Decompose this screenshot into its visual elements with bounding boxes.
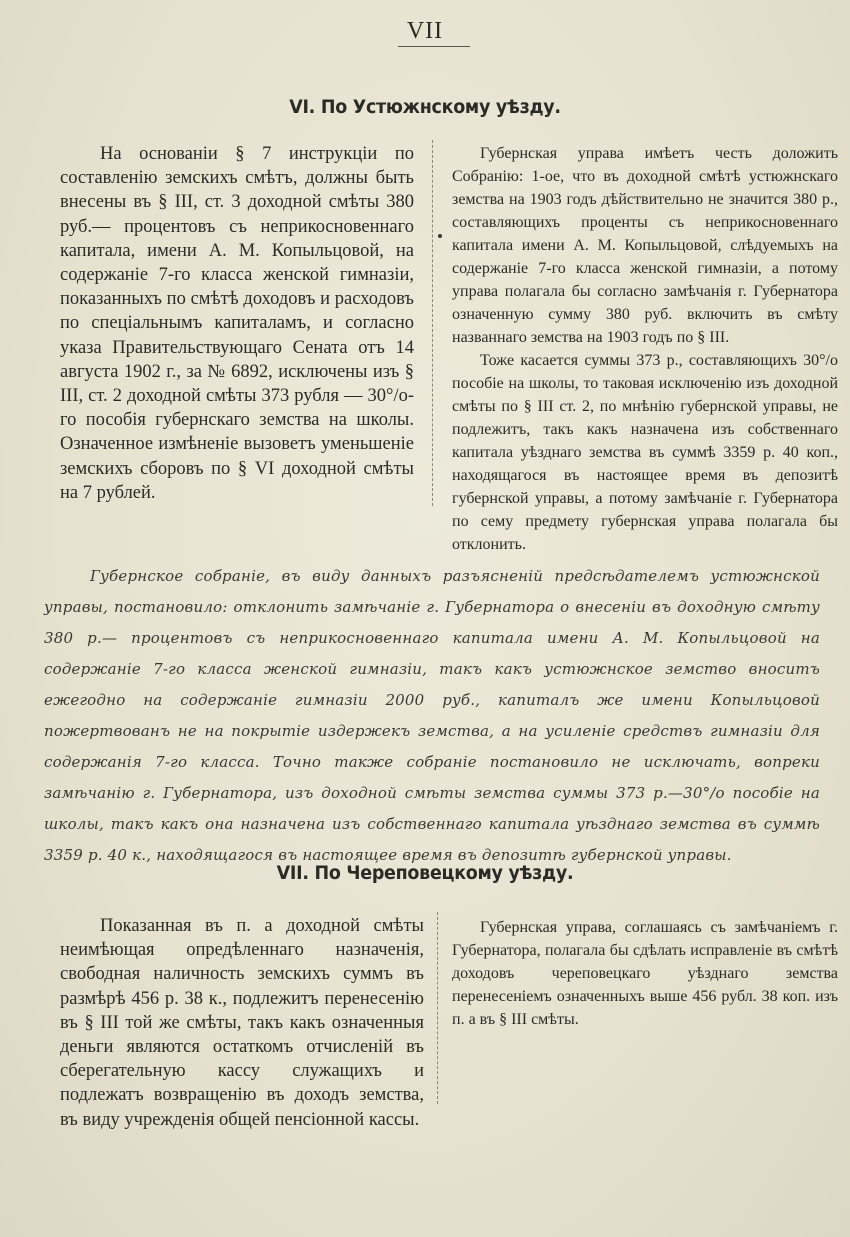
page-number: VII bbox=[406, 18, 444, 44]
section-6-right-column bbox=[452, 142, 838, 556]
section-7-right-column bbox=[452, 916, 838, 1031]
section-6-right-paragraph-1: Губернская управа имѣетъ честь доложить Собранію: 1-ое, что въ доходной смѣтѣ устюжнскаго земства на 1903 годъ дѣйствительно не значится 380 р., составляющихъ проценты съ неприкосновеннаго капитала имени А. М. Копыльцовой, слѣдуемыхъ на содержаніе 7-го класса женской гимназіи, а потому управа полагала бы согласно замѣчанія г. Губернатора означенную сумму 380 руб. включить въ смѣту названнаго земства на 1903 годъ по § III. bbox=[452, 145, 838, 346]
section-7-column-divider bbox=[437, 912, 438, 1104]
margin-dot bbox=[438, 234, 442, 238]
section-6-resolution: Губернское собраніе, въ виду данныхъ разъясненій предсѣдателемъ устюжнской управы, постановило: отклонить замѣчаніе г. Губернатора о внесеніи въ доходную смѣту 380 р.— процентовъ съ неприкосновеннаго капитала имени А. М. Копыльцовой на содержаніе 7-го класса женской гимназіи, такъ какъ устюжнское земство вноситъ ежегодно на содержаніе гимназіи 2000 руб., капиталъ же имени Копыльцовой пожертвованъ не на покрытіе издержекъ земства, а на усиленіе средствъ гимназіи для содержанія 7-го класса. Точно также собраніе постановило не исключать, вопреки замѣчанію г. Губернатора, изъ доходной смѣты земства суммы 373 р.—30°/о пособіе на школы, такъ какъ она назначена изъ собственнаго капитала уѣзднаго земства въ суммѣ 3359 р. 40 к., находящагося въ настоящее время въ депозитѣ губернской управы. bbox=[44, 567, 820, 864]
section-7-heading: VII. По Череповецкому уѣзду. bbox=[276, 862, 574, 884]
page-number-underline bbox=[398, 46, 470, 47]
section-7-left-column: Показанная въ п. а доходной смѣты неимѣющая опредѣленнаго назначенія, свободная наличность земскихъ суммъ въ размѣрѣ 456 р. 38 к., подлежитъ перенесенію въ § III той же смѣты, такъ какъ означенныя деньги являются остаткомъ отчисленій въ сберегательную кассу служащихъ и подлежатъ возвращенію въ доходъ земства, въ виду учрежденія общей пенсіонной кассы. bbox=[60, 916, 424, 1130]
section-6-column-divider bbox=[432, 140, 433, 506]
section-6-left-column: На основаніи § 7 инструкціи по составленію земскихъ смѣтъ, должны быть внесены въ § III, ст. 3 доходной смѣты 380 руб.— процентовъ съ неприкосновеннаго капитала, имени А. М. Копыльцовой, на содержаніе 7-го класса женской гимназіи, показанныхъ по смѣтѣ доходовъ и расходовъ по спеціальнымъ капиталамъ, и согласно указа Правительствующаго Сената отъ 14 августа 1902 г., за № 6892, исключены изъ § III, ст. 2 доходной смѣты 373 рубля — 30°/о-го пособія губернскаго земства на школы. Означенное измѣненіе вызоветъ уменьшеніе земскихъ сборовъ по § VI доходной смѣты на 7 рублей. bbox=[60, 144, 414, 503]
section-6-heading: VI. По Устюжнскому уѣзду. bbox=[289, 96, 561, 118]
section-7-right-paragraph-1: Губернская управа, соглашаясь съ замѣчаніемъ г. Губернатора, полагала бы сдѣлать исправленіе въ смѣтѣ доходовъ череповецкаго уѣзднаго земства перенесеніемъ означенныхъ выше 456 рубл. 38 коп. изъ п. а въ § III смѣты. bbox=[452, 919, 838, 1028]
section-6-right-paragraph-2: Тоже касается суммы 373 р., составляющихъ 30°/о пособіе на школы, то таковая исключенію изъ доходной смѣты по § III ст. 2, по мнѣнію губернской управы, не подлежитъ, такъ какъ назначена изъ собственнаго капитала уѣзднаго земства въ суммѣ 3359 р. 40 коп., находящагося въ настоящее время въ депозитѣ губернской управы, а потому замѣчаніе г. Губернатора по сему предмету губернская управа полагала бы отклонить. bbox=[452, 352, 838, 553]
